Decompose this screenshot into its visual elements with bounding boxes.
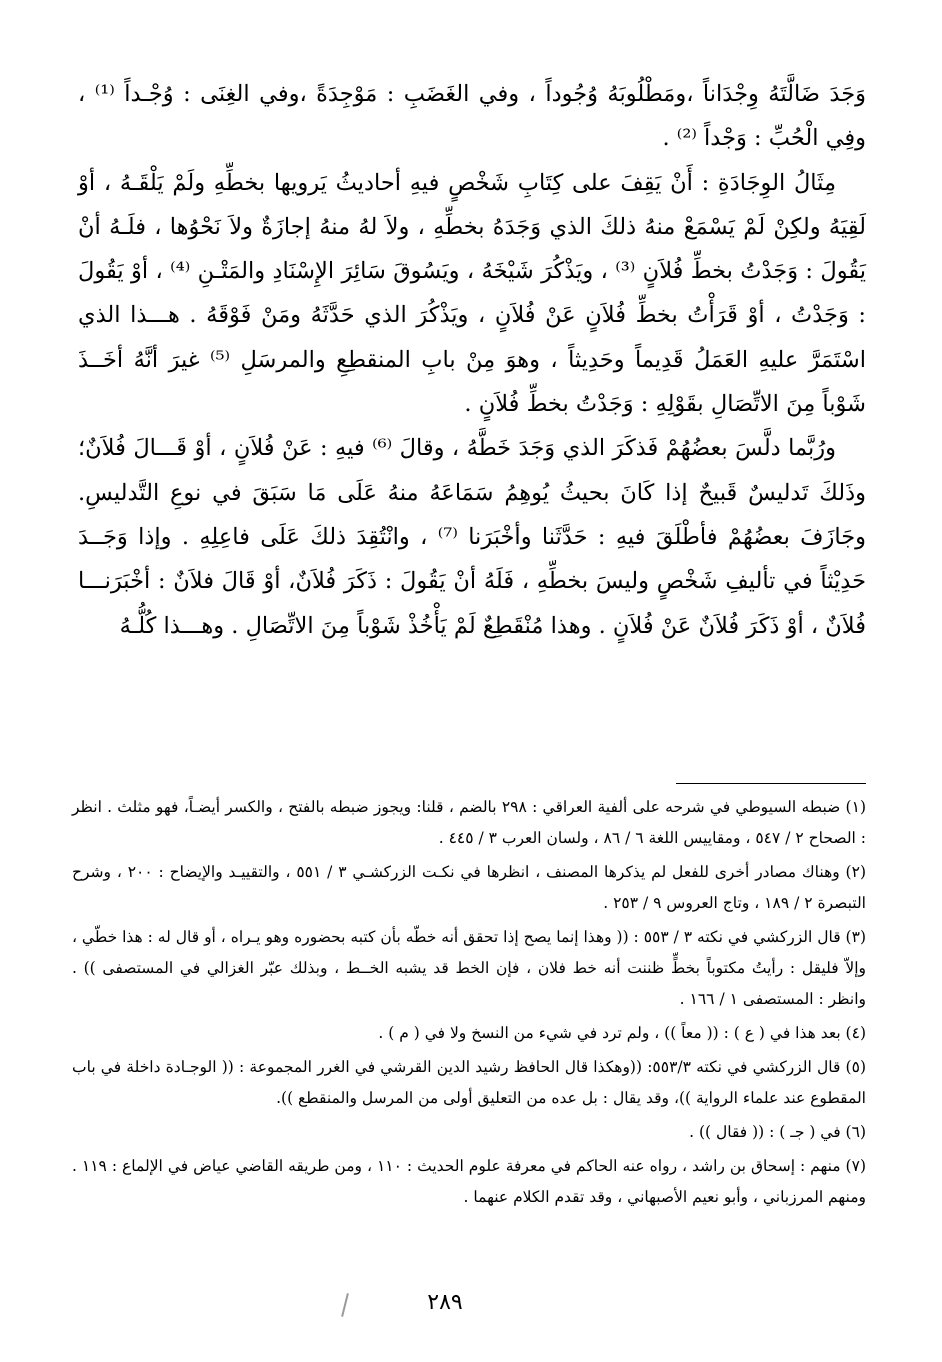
footnote-1: (١) ضبطه السيوطي في شرحه على ألفية العراقي : ٢٩٨ بالضم ، قلنا: ويجوز ضبطه بالفتح ، والكسر أيضـاً، فهو مثلث . انظر : الصحاح ٢ / ٥٤٧ ، ومقاييس اللغة ٦ / ٨٦ ، ولسان العرب ٣ / ٤٤٥ . — [72, 798, 866, 847]
text-line: أوْ لَقِيَهُ ولكِنْ لَمْ يَسْمَعْ منهُ ذلكَ الذي وَجَدَهُ بخطِّهِ ، ولاَ لهُ منهُ إجازَةٌ ولاَ نَحْوُها ، فلَـهُ — [78, 169, 867, 240]
stray-pen-mark — [341, 1293, 349, 1317]
footnote-divider — [676, 783, 866, 784]
main-text — [78, 72, 866, 648]
text-line: ورُبَّما دلَّسَ بعضُهُمْ فَذكَرَ الذي وَجَدَ خَطَّهُ ، وقالَ ⁽⁶⁾ فيهِ : عَنْ فُلاَنٍ ، أوْ قَـــالَ — [133, 435, 837, 462]
footnotes — [72, 792, 866, 1216]
footnote-3: (٣) قال الزركشي في نكته ٣ / ٥٥٣ : (( وهذا إنما يصح إذا تحقق أنه خطّه بأن كتبه بحضوره وهو يـراه ، أو قال له : هذا خطّي ، وإلاّ فليقل : رأيتُ مكتوباً بخطٍّ ظننت أنه خط فلان ، فإن الخط قد يشبه الخــط ، وبذلك عبّر الغزالي في المستصفى )) . وانظر : المستصفى ١ / ١٦٦ . — [72, 928, 866, 1008]
text-line: يَقُولَ : وَجَدْتُ ، أوْ قَرَأْتُ بخطِّ فُلاَنٍ عَنْ فُلاَنٍ ، ويَذْكُرَ الذي حَدَّثَهُ ومَنْ فَوْقَهُ . هـــذا — [78, 258, 866, 329]
text-line: شَوْباً مِنَ الاتِّصَالِ بقَوْلِهِ : وَجَدْتُ بخطِّ فُلاَنٍ . — [464, 391, 866, 418]
text-line: أنْ يَقُولَ : وَجَدْتُ بخطِّ فُلاَنٍ ⁽³⁾ ، ويَذْكُرَ شَيْخَهُ ، ويَسُوقَ سَائِرَ الإِسْنَادِ والمَتْـنِ ⁽⁴⁾ ، أوْ — [78, 213, 867, 285]
text-line: حَدِيْثاً في تأليفِ شَخْصٍ وليسَ بخطِّهِ ، فَلَهُ أنْ يَقُولَ : ذَكَرَ فُلاَنٌ، أوْ قَالَ فلاَنٌ : أخْبَرَنـــا — [78, 568, 866, 595]
text-line: وَجَدَ ضَالَّتَهُ وِجْدَاناً ،ومَطْلُوبَهُ وُجُوداً ، وفي الغَضَبِ : مَوْجِدَةً ،وفي الغِنَى : وُجْـداً ⁽¹⁾ ، — [78, 81, 866, 107]
footnote-7: (٧) منهم : إسحاق بن راشد ، رواه عنه الحاكم في معرفة علوم الحديث : ١١٠ ، ومن طريقه القاضي عياض في الإلماع : ١١٩ . ومنهم المرزباني ، وأبو نعيم الأصبهاني ، وقد تقدم الكلام عنهما . — [72, 1157, 866, 1206]
text-line: مِثَالُ الوِجَادَةِ : أَنْ يَقِفَ على كِتَابِ شَخْصٍ فيهِ أحاديثُ يَرويها بخطِّهِ ولَمْ يَلْقَـهُ ، — [103, 169, 836, 196]
footnote-6: (٦) في ( جـ ) : (( فقال )) . — [689, 1123, 866, 1141]
text-line: وفِي الْحُبِّ : وَجْداً ⁽²⁾ . — [662, 125, 866, 152]
paragraph-wijada-example — [78, 161, 866, 427]
footnote-5: (٥) قال الزركشي في نكته ٥٥٣/٣: ((وهكذا قال الحافظ رشيد الدين القرشي في الغرر المجموعة : (( الوجـادة داخلة في باب المقطوع عند علماء الرواية ))، وقد يقال : بل عده من التعليق أولى من المرسل والمنقطع )). — [72, 1058, 866, 1107]
page-number: ٢٨٩ — [427, 1290, 463, 1315]
text-line: الذي اسْتَمَرَّ عليهِ العَمَلُ قَدِيماً وحَدِيثاً ، وهوَ مِنْ بابِ المنقطِعِ والمرسَلِ ⁽⁵⁾ غيرَ أنَّهُ أخَــذَ — [78, 302, 866, 373]
footnote-4: (٤) بعد هذا في ( ع ) : (( معاً )) ، ولم ترد في شيء من النسخ ولا في ( م ) . — [378, 1024, 866, 1042]
paragraph-tadlis — [78, 426, 866, 647]
paragraph-wijada-definition — [78, 72, 866, 161]
text-line: فُلاَنٌ؛ وذَلكَ تَدليسٌ قَبيحٌ إذا كَانَ بحيثُ يُوهِمُ سَمَاعَهُ منهُ عَلَى مَا سَبَقَ في نوعِ التَّدليسِ. — [78, 435, 866, 506]
text-line: فُلاَنٌ ، أوْ ذَكَرَ فُلاَنٌ عَنْ فُلاَنٍ . وهذا مُنْقَطِعٌ لَمْ يَأْخُذْ شَوْباً مِنَ الاتِّصَالِ . وهـــذا كُلُّـهُ — [119, 612, 866, 639]
footnote-2: (٢) وهناك مصادر أخرى للفعل لم يذكرها المصنف ، انظرها في نكـت الزركشـي ٣ / ٥٥١ ، والتقييـد والإيضاح : ٢٠٠ ، وشرح التبصرة ٢ / ١٨٩ ، وتاج العروس ٩ / ٢٥٣ . — [72, 863, 866, 912]
text-line: وجَازَفَ بعضُهُمْ فأطْلَقَ فيهِ : حَدَّثَنا وأخْبَرَنا ⁽⁷⁾ ، وانْتُقِدَ ذلكَ عَلَى فاعِلِهِ . وإذا وَجَــدَ — [78, 523, 867, 550]
